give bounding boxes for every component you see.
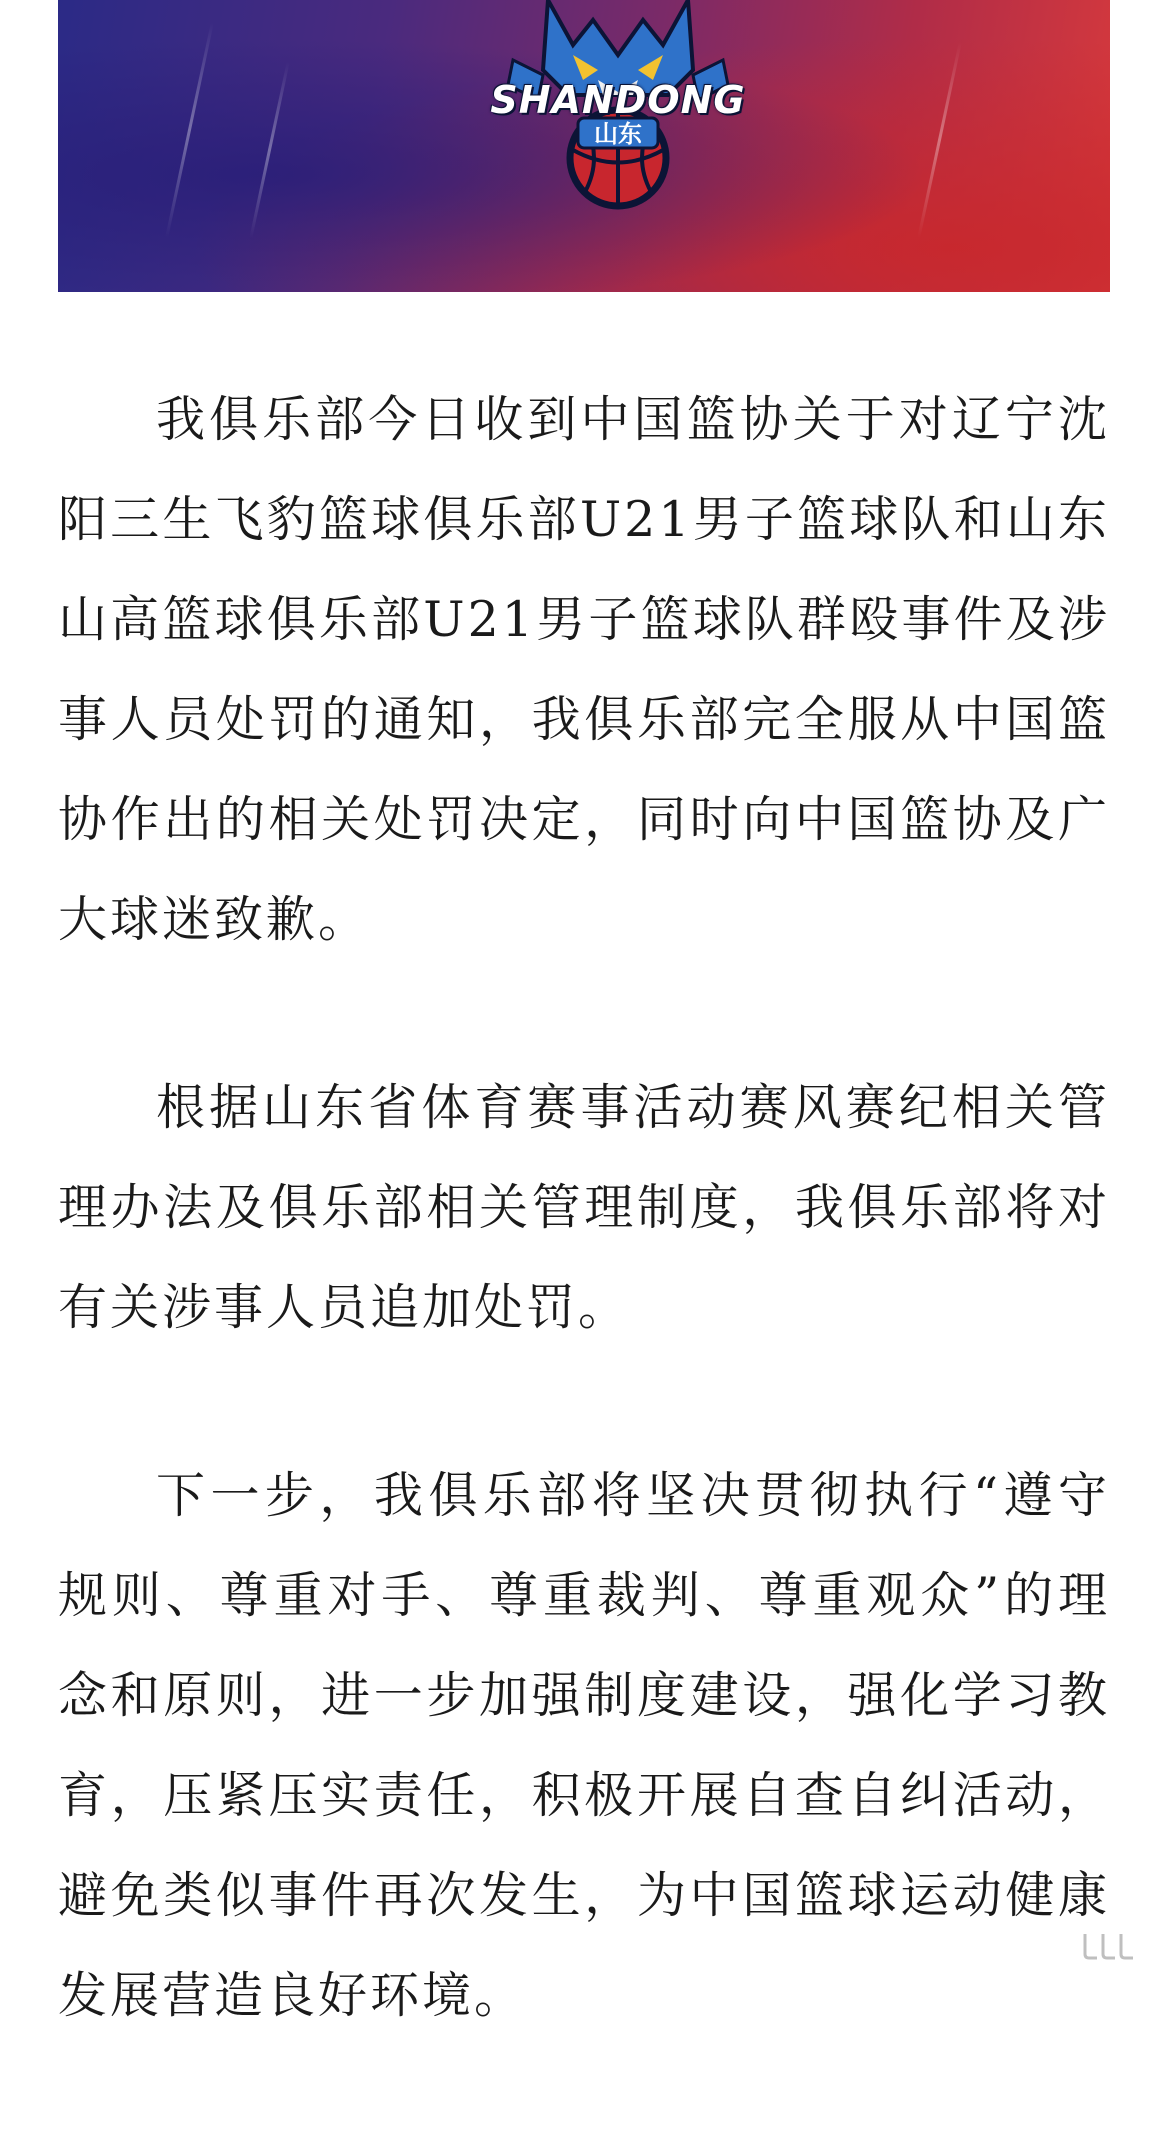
watermark [1081,1930,1141,1960]
article-paragraph-1: 我俱乐部今日收到中国篮协关于对辽宁沈阳三生飞豹篮球俱乐部U21男子篮球队和山东山高篮球俱乐部U21男子篮球队群殴事件及涉事人员处罚的通知，我俱乐部完全服从中国篮协作出的相关处罚决定，同时向中国篮协及广大球迷致歉。 [58,391,1110,948]
watermark-icon [1081,1930,1141,1960]
logo-text: SHANDONG [490,78,746,122]
article-paragraph-2: 根据山东省体育赛事活动赛风赛纪相关管理办法及俱乐部相关管理制度，我俱乐部将对有关涉事人员追加处罚。 [58,1079,1110,1336]
header-banner [58,0,1110,292]
article-body [58,370,1110,2134]
team-logo [453,0,783,215]
logo-subtext: 山东 [594,120,642,148]
article-paragraph-3: 下一步，我俱乐部将坚决贯彻执行“遵守规则、尊重对手、尊重裁判、尊重观众”的理念和原则，进一步加强制度建设，强化学习教育，压紧压实责任，积极开展自查自纠活动，避免类似事件再次发生，为中国篮球运动健康发展营造良好环境。 [58,1467,1110,2024]
